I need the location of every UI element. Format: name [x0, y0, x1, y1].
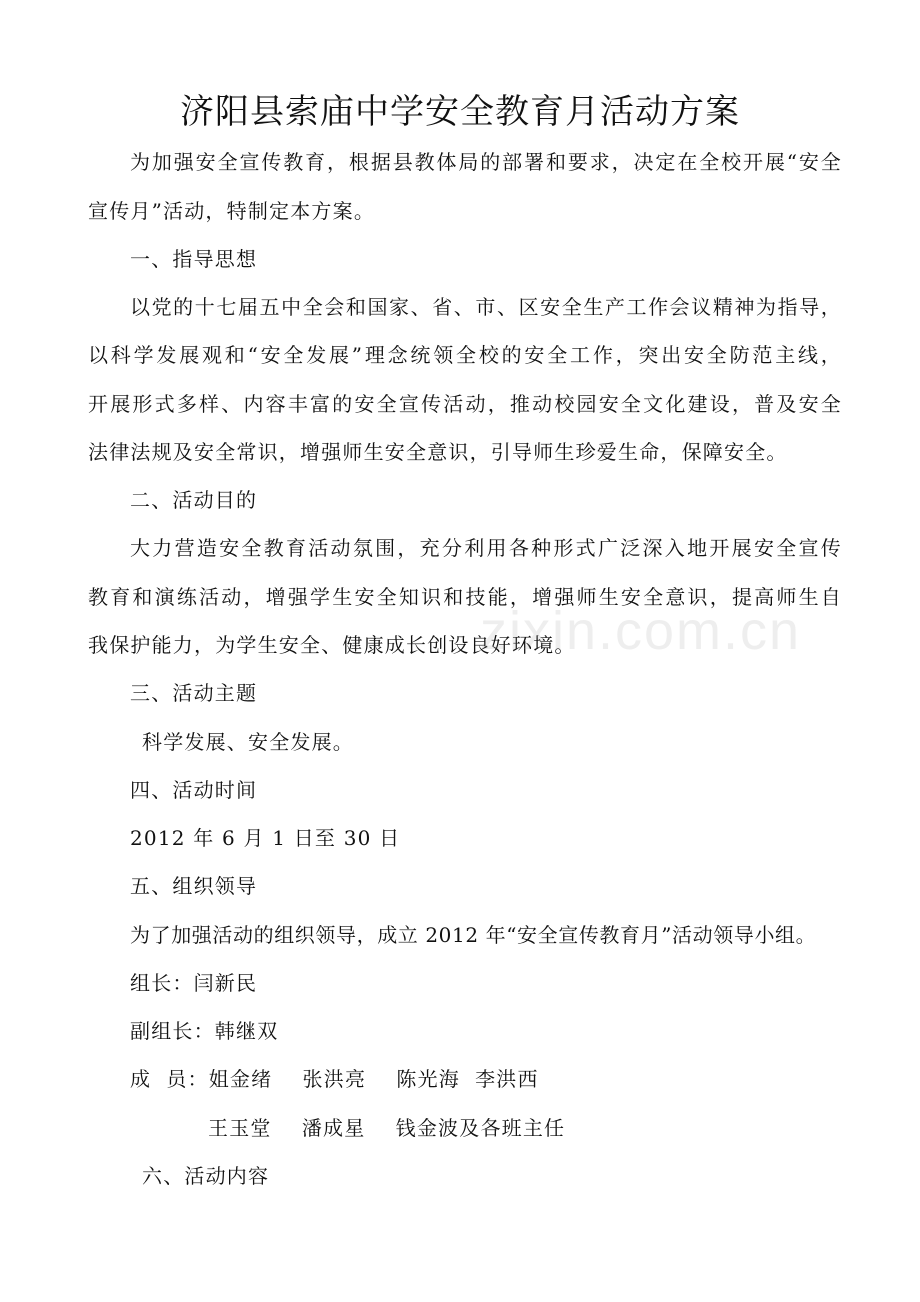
section-1-line-4: 法律法规及安全常识，增强师生安全意识，引导师生珍爱生命，保障安全。 [88, 440, 788, 464]
section-2-line-1: 大力营造安全教育活动氛围，充分利用各种形式广泛深入地开展安全宣传 [130, 536, 842, 560]
section-2-heading: 二、活动目的 [130, 488, 258, 512]
intro-line-2: 宣传月”活动，特制定本方案。 [88, 199, 376, 223]
section-4-text: 2012 年 6 月 1 日至 30 日 [130, 826, 401, 850]
section-1-line-2: 以科学发展观和“安全发展”理念统领全校的安全工作，突出安全防范主线， [88, 343, 842, 367]
section-4-heading: 四、活动时间 [130, 778, 258, 802]
group-members-line-2: 王玉堂 潘成星 钱金波及各班主任 [208, 1116, 566, 1140]
section-2-line-3: 我保护能力，为学生安全、健康成长创设良好环境。 [88, 633, 576, 657]
section-3-heading: 三、活动主题 [130, 681, 258, 705]
group-members-line-1: 成 员：姐金绪 张洪亮 陈光海 李洪西 [130, 1067, 539, 1091]
section-1-line-3: 开展形式多样、内容丰富的安全宣传活动，推动校园安全文化建设，普及安全 [88, 392, 842, 416]
watermark: zixin.com.cn [480, 601, 802, 661]
document-title: 济阳县索庙中学安全教育月活动方案 [180, 92, 740, 132]
group-deputy: 副组长：韩继双 [130, 1019, 279, 1043]
section-1-line-1: 以党的十七届五中全会和国家、省、市、区安全生产工作会议精神为指导， [130, 295, 842, 319]
section-2-line-2: 教育和演练活动，增强学生安全知识和技能，增强师生安全意识，提高师生自 [88, 585, 842, 609]
section-3-text: 科学发展、安全发展。 [142, 730, 354, 754]
group-leader: 组长：闫新民 [130, 971, 258, 995]
section-6-heading: 六、活动内容 [142, 1164, 270, 1188]
section-1-heading: 一、指导思想 [130, 247, 258, 271]
section-5-text: 为了加强活动的组织领导，成立 2012 年“安全宣传教育月”活动领导小组。 [130, 923, 817, 947]
section-5-heading: 五、组织领导 [130, 874, 258, 898]
intro-line-1: 为加强安全宣传教育，根据县教体局的部署和要求，决定在全校开展“安全 [130, 150, 842, 174]
